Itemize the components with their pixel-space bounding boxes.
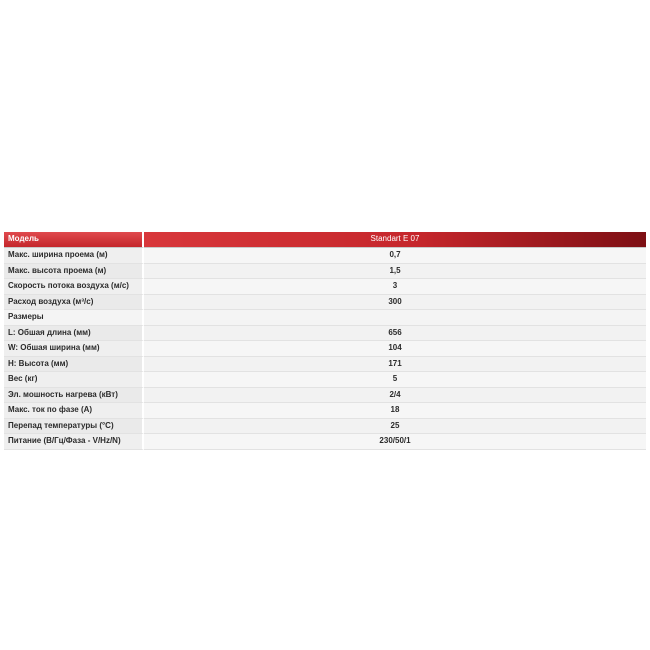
row-label: Эл. мошность нагрева (кВт) <box>4 388 144 404</box>
row-value: 0,7 <box>144 248 646 264</box>
row-label: H: Высота (мм) <box>4 357 144 373</box>
row-value <box>144 310 646 326</box>
row-value: 230/50/1 <box>144 434 646 450</box>
header-value-model-name: Standart E 07 <box>144 232 646 248</box>
row-value: 300 <box>144 295 646 311</box>
section-label-dimensions: Размеры <box>4 310 144 326</box>
row-value: 3 <box>144 279 646 295</box>
row-label: Макс. ток по фазе (А) <box>4 403 144 419</box>
table-row <box>4 326 646 342</box>
row-label: Скорость потока воздуха (м/с) <box>4 279 144 295</box>
row-value: 104 <box>144 341 646 357</box>
header-label-model: Модель <box>4 232 144 248</box>
table-row <box>4 434 646 450</box>
table-row <box>4 372 646 388</box>
row-value: 5 <box>144 372 646 388</box>
table-section-row <box>4 310 646 326</box>
row-value: 1,5 <box>144 264 646 280</box>
table-row <box>4 419 646 435</box>
table-row <box>4 264 646 280</box>
table-row <box>4 403 646 419</box>
row-value: 656 <box>144 326 646 342</box>
table-row <box>4 295 646 311</box>
row-label: Макс. ширина проема (м) <box>4 248 144 264</box>
row-value: 2/4 <box>144 388 646 404</box>
row-label: Расход воздуха (м³/с) <box>4 295 144 311</box>
table-row <box>4 279 646 295</box>
table-row <box>4 248 646 264</box>
row-value: 171 <box>144 357 646 373</box>
table-header-row <box>4 232 646 248</box>
table-row <box>4 341 646 357</box>
row-value: 25 <box>144 419 646 435</box>
row-label: Вес (кг) <box>4 372 144 388</box>
row-value: 18 <box>144 403 646 419</box>
row-label: Макс. высота проема (м) <box>4 264 144 280</box>
table-row <box>4 357 646 373</box>
table-row <box>4 388 646 404</box>
spec-table <box>4 232 646 450</box>
row-label: W: Обшая ширина (мм) <box>4 341 144 357</box>
row-label: Питание (В/Гц/Фаза - V/Hz/N) <box>4 434 144 450</box>
row-label: L: Обшая длина (мм) <box>4 326 144 342</box>
row-label: Перепад температуры (°С) <box>4 419 144 435</box>
